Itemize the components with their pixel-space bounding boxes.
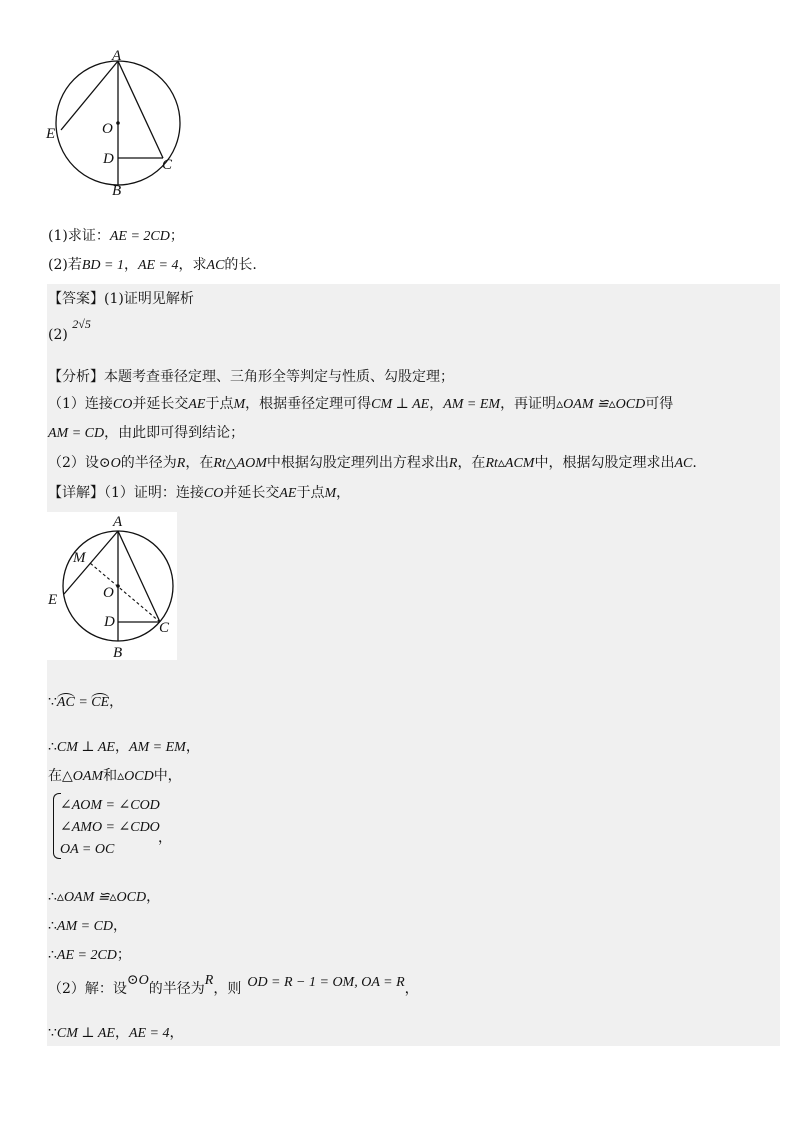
p8-perp: CM ⊥ AE bbox=[56, 1026, 115, 1041]
a3-f: 中，根据勾股定理求出 bbox=[534, 455, 675, 471]
q1-math: AE = 2CD bbox=[109, 229, 170, 244]
p7-eq: OD = R − 1 = OM, OA = R bbox=[247, 975, 405, 990]
segment-cm-dashed bbox=[90, 563, 160, 622]
answer-part2-value: 2√5 bbox=[72, 317, 91, 331]
system-line-2: ∠AMO = ∠CDO bbox=[60, 820, 160, 835]
p8-because: ∵ bbox=[48, 1025, 57, 1041]
detail-head bbox=[48, 486, 350, 501]
label-a: A bbox=[112, 48, 122, 64]
a1-a: （1）连接 bbox=[48, 396, 113, 412]
p2-perp: CM ⊥ AE bbox=[56, 740, 115, 755]
chord-ae bbox=[61, 61, 118, 130]
p1-eq: = bbox=[74, 695, 92, 710]
p1-because: ∵ bbox=[48, 694, 57, 710]
a1-b: 并延长交 bbox=[132, 396, 189, 412]
a3-a: （2）设 bbox=[48, 455, 99, 471]
p7-c: ， bbox=[213, 981, 228, 997]
p4-therefore: ∴ bbox=[48, 889, 57, 905]
p7-circle: ⊙O bbox=[126, 973, 149, 988]
proof-step-4 bbox=[48, 890, 160, 905]
p7-a: （2）解：设 bbox=[48, 981, 127, 997]
detail-head-text: 【详解】（1）证明：连接 bbox=[48, 485, 204, 501]
answer-head: 【答案】(1)证明见解析 bbox=[48, 291, 194, 307]
a1-co: CO bbox=[112, 397, 133, 412]
a3-b: 的半径为 bbox=[120, 455, 177, 471]
a2-eq: AM = CD bbox=[48, 426, 105, 441]
label-d: D bbox=[103, 151, 114, 167]
analysis-line-1 bbox=[48, 397, 673, 412]
a3-rt: Rt△AOM bbox=[213, 456, 267, 471]
question-1 bbox=[48, 229, 184, 244]
q2-prefix: (2)若 bbox=[48, 257, 82, 273]
q2-comma: ， bbox=[123, 257, 138, 273]
a3-c: ，在 bbox=[185, 455, 214, 471]
p2-eq: AM = EM bbox=[128, 740, 186, 755]
system-line-3: OA = OC bbox=[60, 842, 115, 857]
figure-circle-2 bbox=[47, 512, 177, 660]
a3-e: ，在 bbox=[457, 455, 486, 471]
p7-then: 则 bbox=[227, 981, 242, 997]
proof-step-5 bbox=[48, 919, 127, 934]
proof-step-1 bbox=[48, 695, 123, 710]
analysis-line-3 bbox=[48, 456, 697, 471]
proof-step-7 bbox=[48, 973, 419, 997]
q2-ac: AC bbox=[206, 258, 225, 273]
a1-c: 于点 bbox=[205, 396, 234, 412]
p3-c: 中， bbox=[153, 768, 182, 784]
p4-end: ， bbox=[146, 889, 161, 905]
p8-comma: ， bbox=[114, 1025, 129, 1041]
label-e: E bbox=[46, 126, 56, 142]
label-d-2: D bbox=[104, 614, 115, 630]
detail-co: CO bbox=[203, 486, 224, 501]
label-m-2: M bbox=[73, 550, 86, 566]
a3-rt2: Rt▵ACM bbox=[485, 456, 535, 471]
analysis-head: 【分析】本题考查垂径定理、三角形全等判定与性质、勾股定理； bbox=[48, 369, 454, 385]
p6-therefore: ∴ bbox=[48, 947, 57, 963]
proof-step-2 bbox=[48, 740, 200, 755]
p2-therefore: ∴ bbox=[48, 739, 57, 755]
proof-step-8 bbox=[48, 1026, 184, 1041]
q2-end: 的长. bbox=[224, 257, 257, 273]
a1-m: M bbox=[233, 397, 246, 412]
label-o-2: O bbox=[103, 585, 114, 601]
label-o: O bbox=[102, 121, 113, 137]
label-b-2: B bbox=[113, 645, 123, 660]
p2-comma: ， bbox=[114, 739, 129, 755]
p1-arc-ce: CE bbox=[91, 695, 110, 710]
q2-ask: ，求 bbox=[178, 257, 207, 273]
p5-therefore: ∴ bbox=[48, 918, 57, 934]
p7-end: ， bbox=[404, 981, 419, 997]
p3-a: 在 bbox=[48, 768, 62, 784]
p4-cong: ▵OAM ≌▵OCD bbox=[56, 890, 147, 905]
question-2 bbox=[48, 258, 257, 273]
detail-c: 于点 bbox=[296, 485, 325, 501]
detail-m: M bbox=[324, 486, 337, 501]
label-a-2: A bbox=[113, 514, 123, 530]
a3-r2: R bbox=[448, 456, 458, 471]
detail-d: ， bbox=[336, 485, 351, 501]
chord-ac bbox=[118, 61, 163, 158]
p7-r: R bbox=[204, 973, 214, 988]
a1-g: 可得 bbox=[645, 396, 674, 412]
label-c-2: C bbox=[159, 620, 170, 636]
detail-ae: AE bbox=[279, 486, 297, 501]
figure-circle-1 bbox=[40, 48, 190, 198]
p5-eq: AM = CD bbox=[56, 919, 114, 934]
label-e-2: E bbox=[48, 592, 58, 608]
p1-comma: ， bbox=[109, 694, 124, 710]
a3-d: 中根据勾股定理列出方程求出 bbox=[266, 455, 449, 471]
p3-b: 和 bbox=[103, 768, 118, 784]
p2-end: ， bbox=[185, 739, 200, 755]
q1-prefix: (1)求证： bbox=[48, 228, 110, 244]
system-end: ， bbox=[158, 830, 172, 846]
p6-eq: AE = 2CD bbox=[56, 948, 117, 963]
detail-b: 并延长交 bbox=[223, 485, 280, 501]
point-o-2 bbox=[116, 584, 120, 588]
answer-part2-label: (2) bbox=[48, 327, 68, 343]
label-b: B bbox=[112, 183, 122, 198]
a3-circle: ⊙O bbox=[98, 456, 121, 471]
q1-end: ； bbox=[169, 228, 184, 244]
p3-t2: ▵OCD bbox=[117, 769, 154, 784]
p8-eq: AE = 4 bbox=[128, 1026, 170, 1041]
a1-e: ， bbox=[429, 396, 444, 412]
a3-r: R bbox=[176, 456, 186, 471]
p3-t1: △OAM bbox=[62, 769, 104, 784]
system-line-1: ∠AOM = ∠COD bbox=[60, 798, 160, 813]
p8-end: ， bbox=[169, 1025, 184, 1041]
p1-arc-ac: AC bbox=[56, 695, 75, 710]
a1-d: ，根据垂径定理可得 bbox=[245, 396, 372, 412]
a1-f: ，再证明 bbox=[500, 396, 557, 412]
point-o bbox=[116, 121, 120, 125]
analysis-line-2 bbox=[48, 426, 244, 441]
p5-end: ， bbox=[113, 918, 128, 934]
a1-eq: AM = EM bbox=[443, 397, 501, 412]
q2-ae: AE = 4 bbox=[137, 258, 179, 273]
p7-b: 的半径为 bbox=[148, 981, 205, 997]
a2-a: ，由此即可得到结论； bbox=[104, 425, 245, 441]
proof-step-6 bbox=[48, 948, 131, 963]
a3-ac: AC bbox=[674, 456, 693, 471]
answer-part2 bbox=[48, 317, 91, 343]
a1-perp: CM ⊥ AE bbox=[371, 397, 430, 412]
a1-ae: AE bbox=[188, 397, 206, 412]
q2-bd: BD = 1 bbox=[81, 258, 124, 273]
a3-g: . bbox=[692, 455, 697, 471]
a1-cong: ▵OAM ≌▵OCD bbox=[556, 397, 646, 412]
label-c: C bbox=[162, 157, 173, 173]
p6-end: ； bbox=[116, 947, 131, 963]
proof-step-3 bbox=[48, 769, 182, 784]
